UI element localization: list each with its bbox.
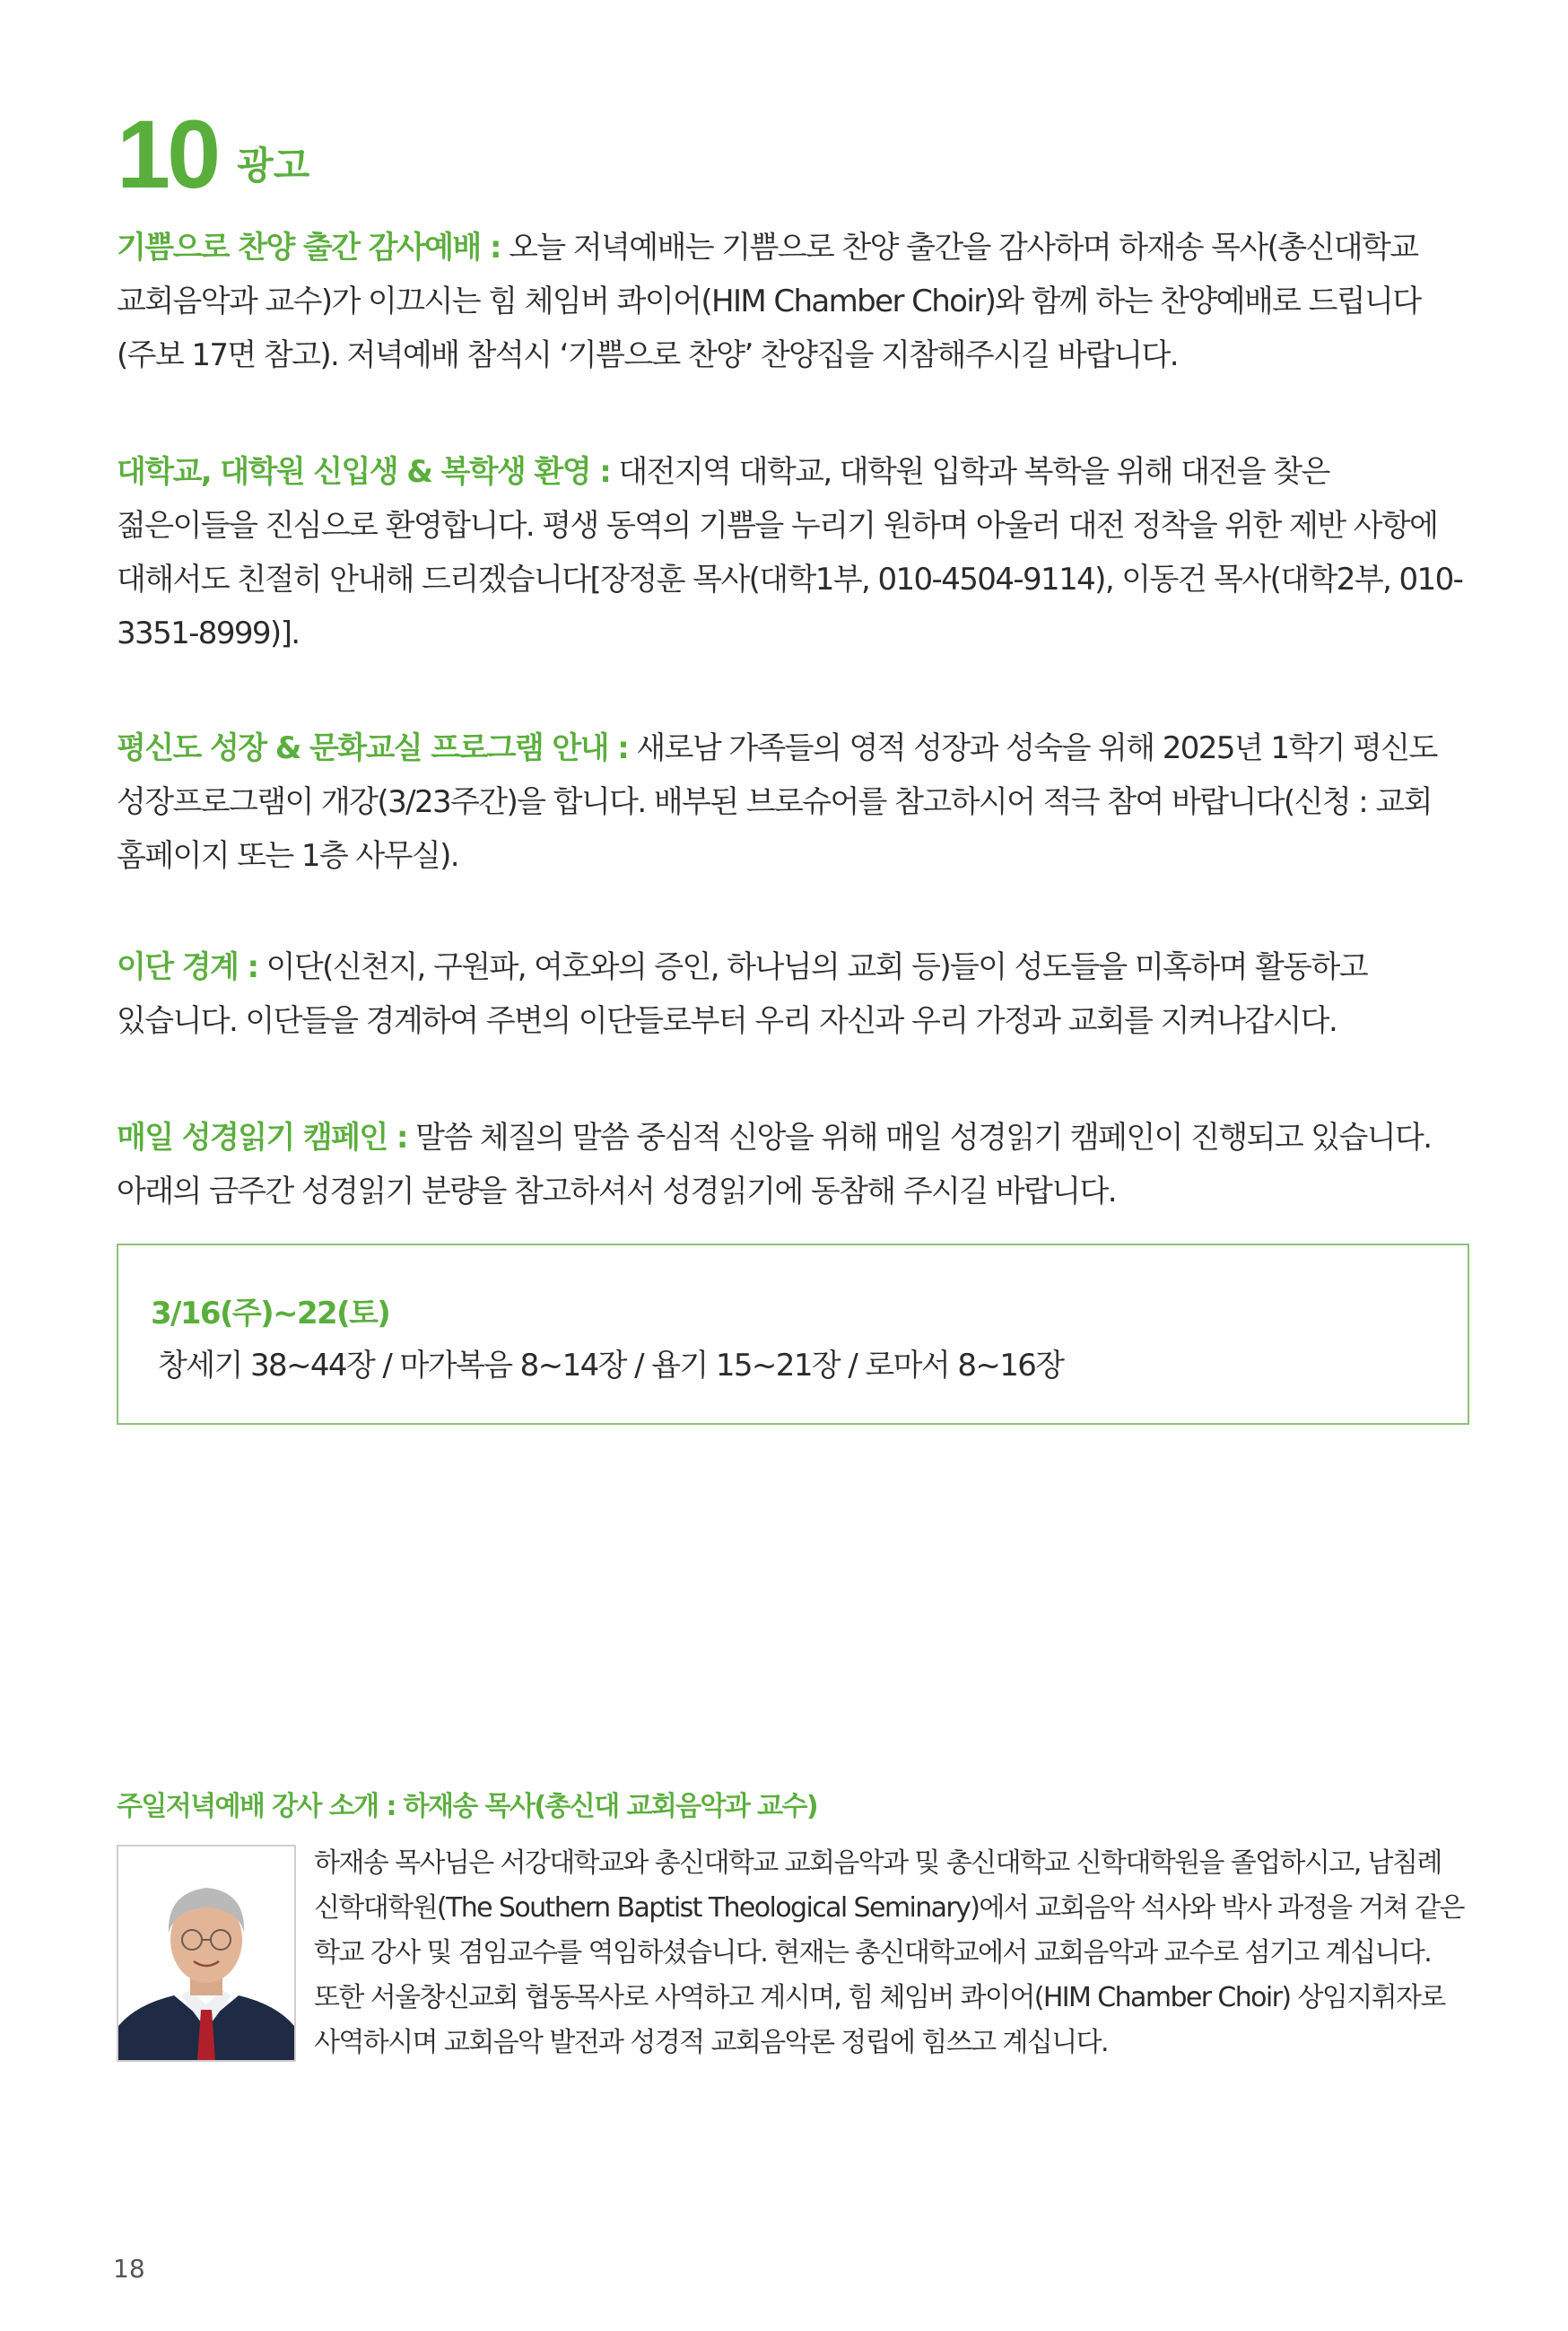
notice-body: 대전지역 대학교, 대학원 입학과 복학을 위해 대전을 찾은 젊은이들을 진심으로 환영합니다. 평생 동역의 기쁨을 누리기 원하며 아울러 대전 정착을 위한 제반 사항에 대해서도 친절히 안내해 드리겠습니다[장정훈 목사(대학1부, 010-4504-9114), 이동건 목사(대학2부, 010-3351-8999)]. [117,454,1463,651]
section-header [117,100,310,208]
page-number: 18 [113,2254,145,2283]
notice-heading: 대학교, 대학원 신입생 & 복학생 환영 : [117,454,611,490]
notice-body: 새로남 가족들의 영적 성장과 성숙을 위해 2025년 1학기 평신도 성장프로그램이 개강(3/23주간)을 합니다. 배부된 브로슈어를 참고하시어 적극 참여 바랍니다(신청 : 교회 홈페이지 또는 1층 사무실). [117,730,1437,874]
speaker-bio: 하재송 목사님은 서강대학교와 총신대학교 교회음악과 및 총신대학교 신학대학원을 졸업하시고, 남침례 신학대학원(The Southern Baptist Theological Seminary)에서 교회음악 석사와 박사 과정을 거쳐 같은 학교 강사 및 겸임교수를 역임하셨습니다. 현재는 총신대학교에서 교회음악과 교수로 섬기고 계십니다. 또한 서울창신교회 협동목사로 사역하고 계시며, 힘 체임버 콰이어(HIM Chamber Choir) 상임지휘자로 사역하시며 교회음악 발전과 성경적 교회음악론 정립에 힘쓰고 계십니다. [314,1847,1464,2058]
notice-lay-program [117,721,1471,883]
notice-bible-reading [117,1111,1471,1218]
reading-passages: 창세기 38~44장 / 마가복음 8~14장 / 욥기 15~21장 / 로마서 8~16장 [158,1348,1064,1384]
notice-heresy-warning [117,940,1471,1048]
section-number: 10 [117,100,218,208]
notice-body: 오늘 저녁예배는 기쁨으로 찬양 출간을 감사하며 하재송 목사(총신대학교 교회음악과 교수)가 이끄시는 힘 체임버 콰이어(HIM Chamber Choir)와 함께 하는 찬양예배로 드립니다(주보 17면 참고). 저녁예배 참석시 ‘기쁨으로 찬양’ 찬양집을 지참해주시길 바랍니다. [117,230,1421,373]
reading-date: 3/16(주)~22(토) [151,1296,390,1331]
notice-heading: 매일 성경읽기 캠페인 : [117,1120,407,1156]
speaker-heading: 주일저녁예배 강사 소개 : 하재송 목사(총신대 교회음악과 교수) [117,1791,818,1822]
speaker-portrait-icon [118,1846,294,2060]
speaker-photo [117,1845,296,2062]
notice-heading: 평신도 성장 & 문화교실 프로그램 안내 : [117,730,629,766]
notice-heading: 이단 경계 : [117,949,258,985]
notice-body: 이단(신천지, 구원파, 여호와의 증인, 하나님의 교회 등)들이 성도들을 미혹하며 활동하고 있습니다. 이단들을 경계하여 주변의 이단들로부터 우리 자신과 우리 가정과 교회를 지켜나갑시다. [117,949,1368,1039]
notice-praise-service [117,221,1471,382]
notice-body: 말씀 체질의 말씀 중심적 신앙을 위해 매일 성경읽기 캠페인이 진행되고 있습니다. 아래의 금주간 성경읽기 분량을 참고하셔서 성경읽기에 동참해 주시길 바랍니다. [117,1120,1432,1209]
notice-heading: 기쁨으로 찬양 출간 감사예배 : [117,230,501,266]
weekly-reading-box [117,1244,1469,1425]
section-title: 광고 [237,144,310,188]
notice-student-welcome [117,445,1471,660]
